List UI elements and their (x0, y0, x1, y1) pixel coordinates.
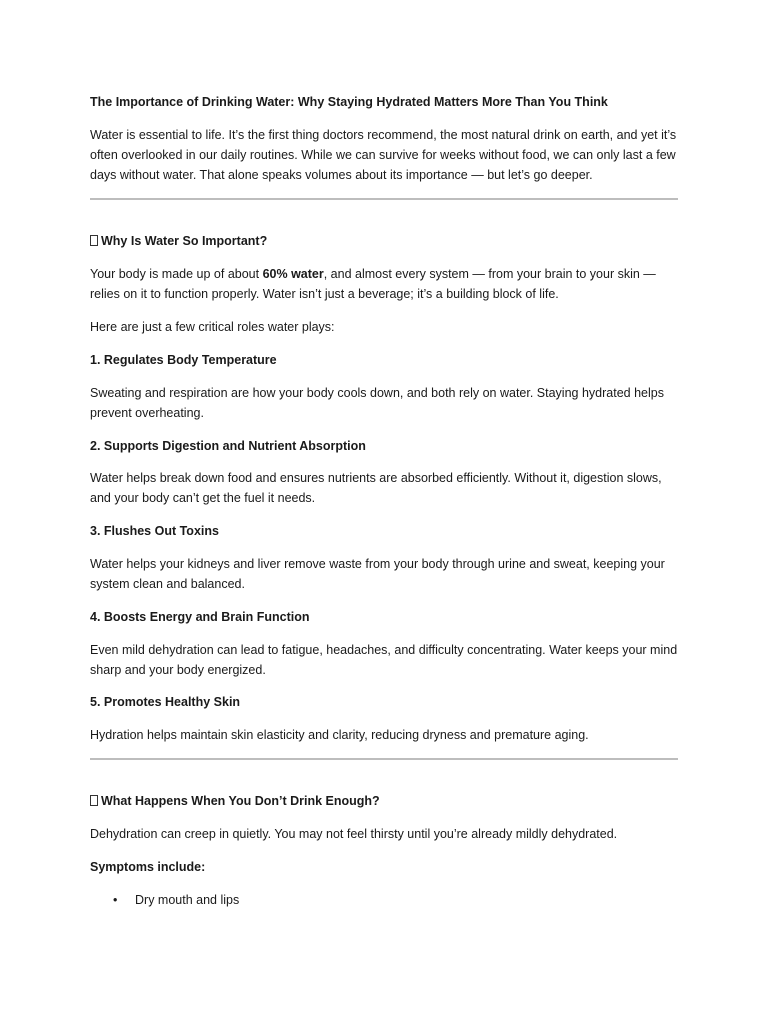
symptoms-label: Symptoms include: (90, 860, 206, 874)
paragraph-text: , and almost every system — from your brain to your skin — relies on it to function properly. Water isn’t just a beverage; it’s a building block of life. (90, 267, 656, 301)
section-heading-text: Why Is Water So Important? (101, 234, 268, 248)
bullet-icon: • (113, 893, 118, 907)
list-item: Dry mouth and lips (135, 893, 240, 907)
role-text: Even mild dehydration can lead to fatigue, headaches, and difficulty concentrating. Water keeps your mind sharp and your body energized. (90, 643, 678, 677)
missing-glyph-icon (90, 235, 98, 246)
section-heading (90, 231, 678, 251)
section-heading (90, 791, 678, 811)
role-text: Sweating and respiration are how your body cools down, and both rely on water. Staying hydrated helps prevent overheating. (90, 386, 664, 420)
role-heading: 4. Boosts Energy and Brain Function (90, 610, 310, 624)
body-paragraph (90, 264, 678, 304)
role-text: Hydration helps maintain skin elasticity and clarity, reducing dryness and premature aging. (90, 728, 589, 742)
intro-paragraph: Water is essential to life. It’s the first thing doctors recommend, the most natural drink on earth, and yet it’s often overlooked in our daily routines. While we can survive for weeks without food, we can only last a few days without water. That alone speaks volumes about its importance — but let’s go deeper. (90, 128, 677, 182)
role-text: Water helps break down food and ensures nutrients are absorbed efficiently. Without it, digestion slows, and your body can’t get the fuel it needs. (90, 471, 662, 505)
paragraph-text: Your body is made up of about (90, 267, 263, 281)
divider (90, 758, 678, 760)
role-heading: 2. Supports Digestion and Nutrient Absorption (90, 439, 366, 453)
document-title: The Importance of Drinking Water: Why Staying Hydrated Matters More Than You Think (90, 95, 608, 109)
section-heading-text: What Happens When You Don’t Drink Enough? (101, 794, 380, 808)
lead-paragraph: Here are just a few critical roles water plays: (90, 320, 335, 334)
role-heading: 3. Flushes Out Toxins (90, 524, 219, 538)
role-text: Water helps your kidneys and liver remove waste from your body through urine and sweat, keeping your system clean and balanced. (90, 557, 665, 591)
emphasis-text: 60% water (262, 267, 324, 281)
role-heading: 5. Promotes Healthy Skin (90, 695, 241, 709)
body-paragraph: Dehydration can creep in quietly. You may not feel thirsty until you’re already mildly dehydrated. (90, 827, 618, 841)
role-heading: 1. Regulates Body Temperature (90, 353, 277, 367)
divider (90, 198, 678, 200)
missing-glyph-icon (90, 795, 98, 806)
